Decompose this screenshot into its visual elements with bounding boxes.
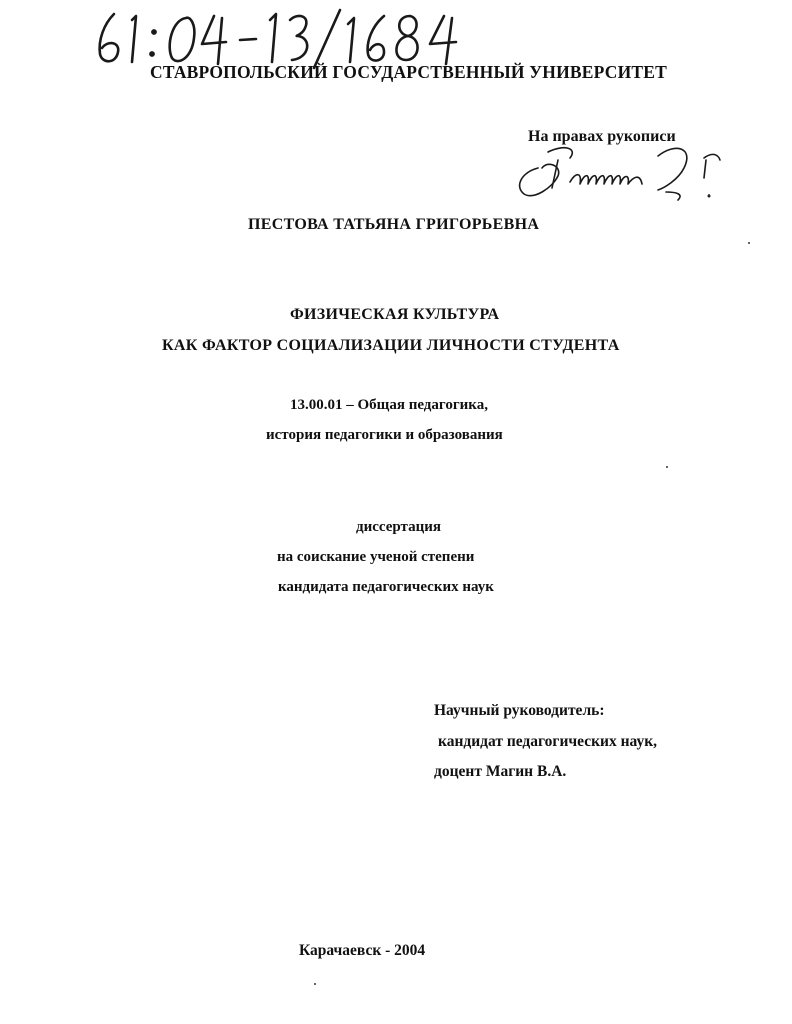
place-and-year: Карачаевск - 2004 bbox=[299, 942, 426, 959]
degree-purpose: на соискание ученой степени bbox=[277, 549, 475, 565]
supervisor-label: Научный руководитель: bbox=[434, 702, 605, 719]
supervisor-degree: кандидат педагогических наук, bbox=[438, 733, 658, 750]
scan-speck bbox=[708, 194, 710, 196]
dissertation-title-line-1: ФИЗИЧЕСКАЯ КУЛЬТУРА bbox=[290, 306, 500, 323]
author-signature bbox=[508, 138, 728, 210]
work-type: диссертация bbox=[356, 519, 441, 535]
degree-name: кандидата педагогических наук bbox=[278, 579, 494, 595]
handwritten-catalog-number bbox=[92, 6, 462, 70]
rights-note: На правах рукописи bbox=[528, 128, 676, 145]
scan-speck bbox=[314, 983, 316, 985]
scan-speck bbox=[748, 242, 750, 244]
scan-speck bbox=[666, 466, 668, 468]
dissertation-title-line-2: КАК ФАКТОР СОЦИАЛИЗАЦИИ ЛИЧНОСТИ СТУДЕНТА bbox=[162, 337, 620, 354]
specialty-code: 13.00.01 – Общая педагогика, bbox=[290, 397, 488, 413]
university-name: СТАВРОПОЛЬСКИЙ ГОСУДАРСТВЕННЫЙ УНИВЕРСИТЕТ bbox=[150, 62, 668, 82]
author-name: ПЕСТОВА ТАТЬЯНА ГРИГОРЬЕВНА bbox=[248, 216, 540, 233]
supervisor-name: доцент Магин В.А. bbox=[434, 763, 567, 780]
specialty-name: история педагогики и образования bbox=[266, 427, 503, 443]
